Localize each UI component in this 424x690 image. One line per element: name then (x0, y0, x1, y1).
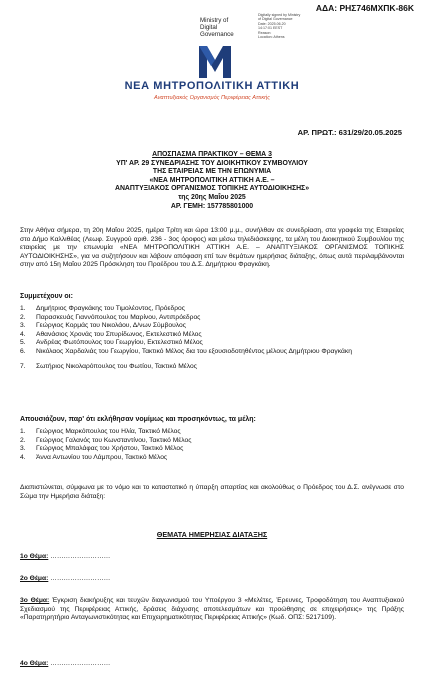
document-title: ΑΠΟΣΠΑΣΜΑ ΠΡΑΚΤΙΚΟΥ – ΘΕΜΑ 3 ΥΠ' ΑΡ. 29 ΣΥΝΕΔΡΙΑΣΗΣ ΤΟΥ ΔΙΟΙΚΗΤΙΚΟΥ ΣΥΜΒΟΥΛΙΟΥ ΤΗΣ ΕΤΑΙΡΕΙΑΣ ΜΕ ΤΗΝ ΕΠΩΝΥΜΙΑ «ΝΕΑ ΜΗΤΡΟΠΟΛΙΤΙΚΗ ΑΤΤΙΚΗ Α.Ε. – ΑΝΑΠΤΥΞΙΑΚΟΣ ΟΡΓΑΝΙΣΜΟΣ ΤΟΠΙΚΗΣ ΑΥΤΟΔΙΟΙΚΗΣΗΣ» της 20ης Μαΐου 2025 ΑΡ. ΓΕΜΗ: 157785801000 (114, 151, 310, 210)
list-item: 1. Δημήτριος Φραγκάκης του Τιμολέοντος, Πρόεδρος (20, 305, 185, 312)
agenda-item-1: 1ο Θέμα: ……………………… (20, 553, 111, 560)
present-list (20, 305, 404, 371)
list-item: 3. Γεώργιος Μπαλάφας του Χρήστου, Τακτικό Μέλος (20, 445, 184, 453)
organization-logo-icon (197, 44, 233, 80)
agenda-item-4: 4ο Θέμα: ……………………… (20, 660, 111, 667)
agenda-heading: ΘΕΜΑΤΑ ΗΜΕΡΗΣΙΑΣ ΔΙΑΤΑΞΗΣ (156, 530, 268, 539)
list-item: 3. Γεώργιος Κορμάς του Νικολάου, Δ/νων Σύμβουλος (20, 322, 186, 330)
list-item: 4. Άννα Αντωνίου του Λάμπρου, Τακτικό Μέλος (20, 453, 168, 461)
organization-name: ΝΕΑ ΜΗΤΡΟΠΟΛΙΤΙΚΗ ΑΤΤΙΚΗ (124, 80, 300, 92)
list-item: 4. Αθανάσιος Χρονάς του Σπυρίδωνος, Εκτελεστικό Μέλος (20, 330, 202, 338)
organization-subtitle: Αναπτυξιακός Οργανισμός Περιφέρειας Αττικής (154, 95, 270, 101)
list-item: 5. Ανδρέας Φωτόπουλος του Γεωργίου, Εκτελεστικό Μέλος (20, 339, 203, 347)
list-item: 1. Γεώργιος Μαρκόπουλος του Ηλία, Τακτικό Μέλος (20, 428, 181, 435)
list-item: 2. Παρασκευάς Γιαννόπουλος του Μαρίνου, Αντιπρόεδρος (20, 313, 201, 321)
agenda-item-2: 2ο Θέμα: ……………………… (20, 575, 111, 582)
ada-code: ΑΔΑ: ΡΗΣ746ΜΧΠΚ-86Κ (315, 3, 414, 13)
quorum-paragraph: Διαπιστώνεται, σύμφωνα με το νόμο και το καταστατικό η ύπαρξη απαρτίας και ακολούθως ο Πρόεδρος του Δ.Σ. ανέγνωσε στο Σώμα την Ημερήσια διάταξη: (20, 484, 404, 500)
absent-list (20, 428, 404, 462)
ministry-label: Ministry of Digital Governance (200, 17, 234, 39)
list-item: 6. Νικόλαος Χαρδαλιάς του Γεωργίου, Τακτικό Μέλος δια του εξουσιοδοτηθέντος μέλους Δημήτριου Φραγκάκη (20, 347, 352, 355)
present-heading: Συμμετέχουν οι: (20, 293, 73, 300)
digital-signature-note: Digitally signed by Ministry of Digital Governance Date: 2025.06.20 14:17:01 EEST Reason: Location: Athens (258, 13, 301, 40)
agenda-item-3: 3ο Θέμα: Έγκριση διακήρυξης και τευχών διαγωνισμού του Υποέργου 3 «Μελέτες, Έρευνες, Τροφοδότηση του Αναπτυξιακού Σχεδιασμού της Περιφέρειας Αττικής, δράσεις διάχυσης αποτελεσμάτων και προώθησης σε επιχειρήσεις» της Πράξης «Παρατηρητήριο Ανταγωνιστικότητας και Επιχειρηματικότητας Περιφέρειας Αττικής» (Κωδ. ΟΠΣ: 5217109). (20, 597, 404, 621)
list-item: 7. Σωτήριος Νικολαρόπουλος του Φωτίου, Τακτικό Μέλος (20, 362, 197, 370)
intro-paragraph: Στην Αθήνα σήμερα, τη 20η Μαΐου 2025, ημέρα Τρίτη και ώρα 13:00 μ.μ., συνήλθαν σε συνεδρίαση, στα γραφεία της Εταιρείας στο Δήμο Καλλιθέας (Λεωφ. Συγγρού αριθ. 236 - 3ος όροφος) και μέσω τηλεδιάσκεψης, τα μέλη του Διοικητικού Συμβουλίου της εταιρείας με την επωνυμία «ΝΕΑ ΜΗΤΡΟΠΟΛΙΤΙΚΗ ΑΤΤΙΚΗ Α.Ε. – ΑΝΑΠΤΥΞΙΑΚΟΣ ΟΡΓΑΝΙΣΜΟΣ ΤΟΠΙΚΗΣ ΑΥΤΟΔΙΟΙΚΗΣΗΣ», για να συζητήσουν και λάβουν απόφαση επί των θεμάτων ημερήσιας διάταξης, όπως αυτά περιλαμβάνονται στην από 15η Μαΐου 2025 Πρόσκληση του Προέδρου του Δ.Σ. Δημήτριου Φραγκάκη. (20, 227, 404, 268)
list-item: 2. Γεώργιος Γαλανός του Κωνσταντίνου, Τακτικό Μέλος (20, 436, 192, 444)
absent-heading: Απουσιάζουν, παρ' ότι εκλήθησαν νομίμως και προσηκόντως, τα μέλη: (20, 416, 256, 423)
protocol-number: ΑΡ. ΠΡΩΤ.: 631/29/20.05.2025 (297, 128, 402, 137)
